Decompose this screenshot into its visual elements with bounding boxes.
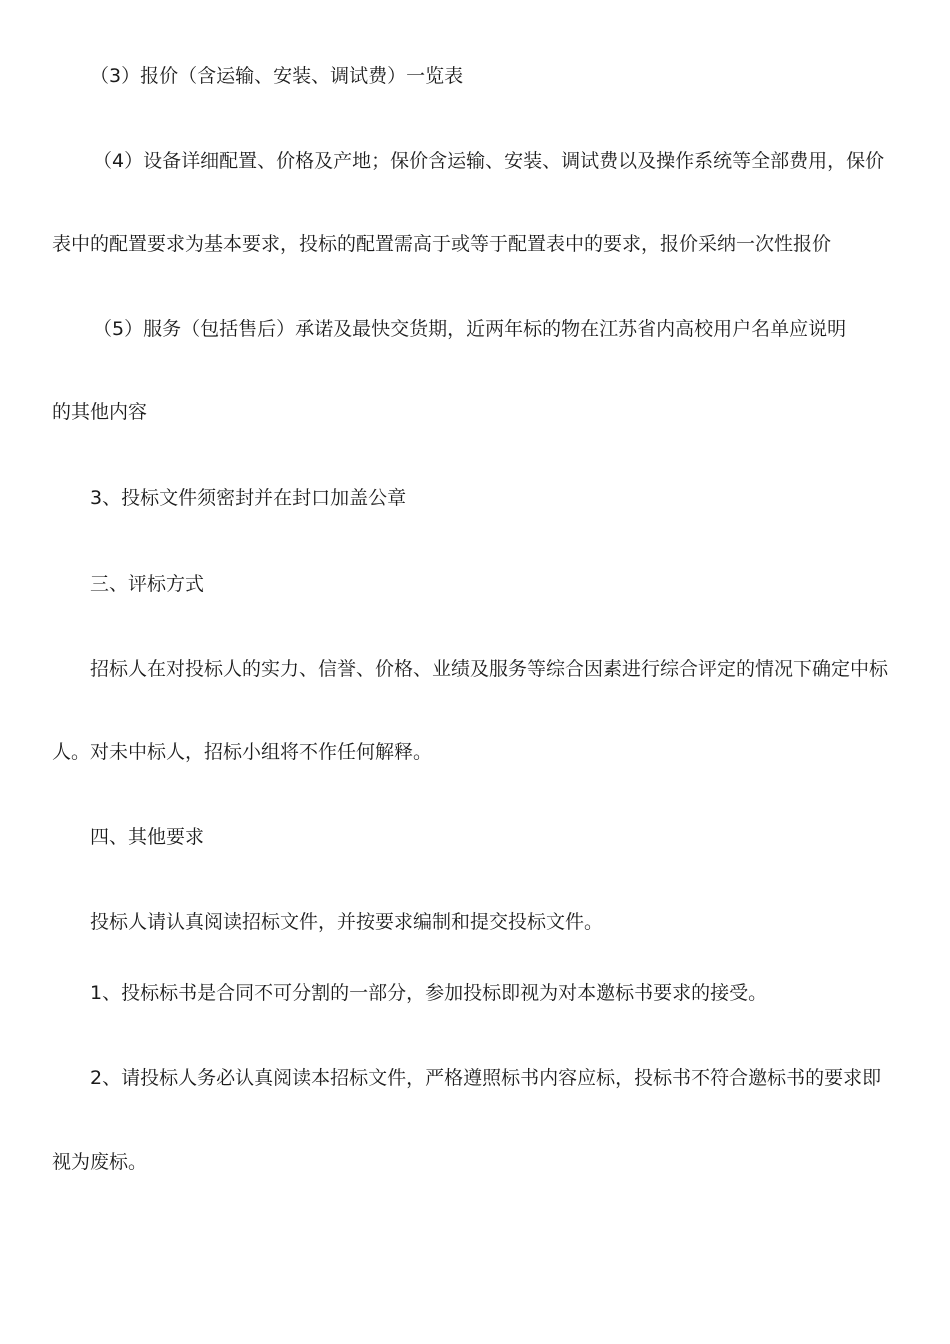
requirement-2-line-2: 视为废标。	[52, 1151, 148, 1173]
requirement-1: 1、投标标书是合同不可分割的一部分，参加投标即视为对本邀标书要求的接受。	[90, 982, 768, 1004]
other-requirements-intro: 投标人请认真阅读招标文件，并按要求编制和提交投标文件。	[90, 911, 604, 933]
evaluation-paragraph-line-2: 人。对未中标人，招标小组将不作任何解释。	[52, 741, 433, 763]
item-5-service-line-2: 的其他内容	[52, 401, 148, 423]
section-heading-other-requirements: 四、其他要求	[90, 826, 205, 848]
item-3-quote-table: （3）报价（含运输、安装、调试费）一览表	[90, 65, 464, 87]
item-5-service-line-1: （5）服务（包括售后）承诺及最快交货期，近两年标的物在江苏省内高校用户名单应说明	[93, 318, 847, 340]
clause-3-sealing: 3、投标文件须密封并在封口加盖公章	[90, 487, 407, 509]
item-4-equipment-config-line-1: （4）设备详细配置、价格及产地；保价含运输、安装、调试费以及操作系统等全部费用，保价	[93, 150, 885, 172]
requirement-2-line-1: 2、请投标人务必认真阅读本招标文件，严格遵照标书内容应标，投标书不符合邀标书的要求即	[90, 1067, 882, 1089]
evaluation-paragraph-line-1: 招标人在对投标人的实力、信誉、价格、业绩及服务等综合因素进行综合评定的情况下确定中标	[90, 658, 889, 680]
section-heading-evaluation: 三、评标方式	[90, 573, 205, 595]
item-4-equipment-config-line-2: 表中的配置要求为基本要求，投标的配置需高于或等于配置表中的要求，报价采纳一次性报价	[52, 233, 832, 255]
